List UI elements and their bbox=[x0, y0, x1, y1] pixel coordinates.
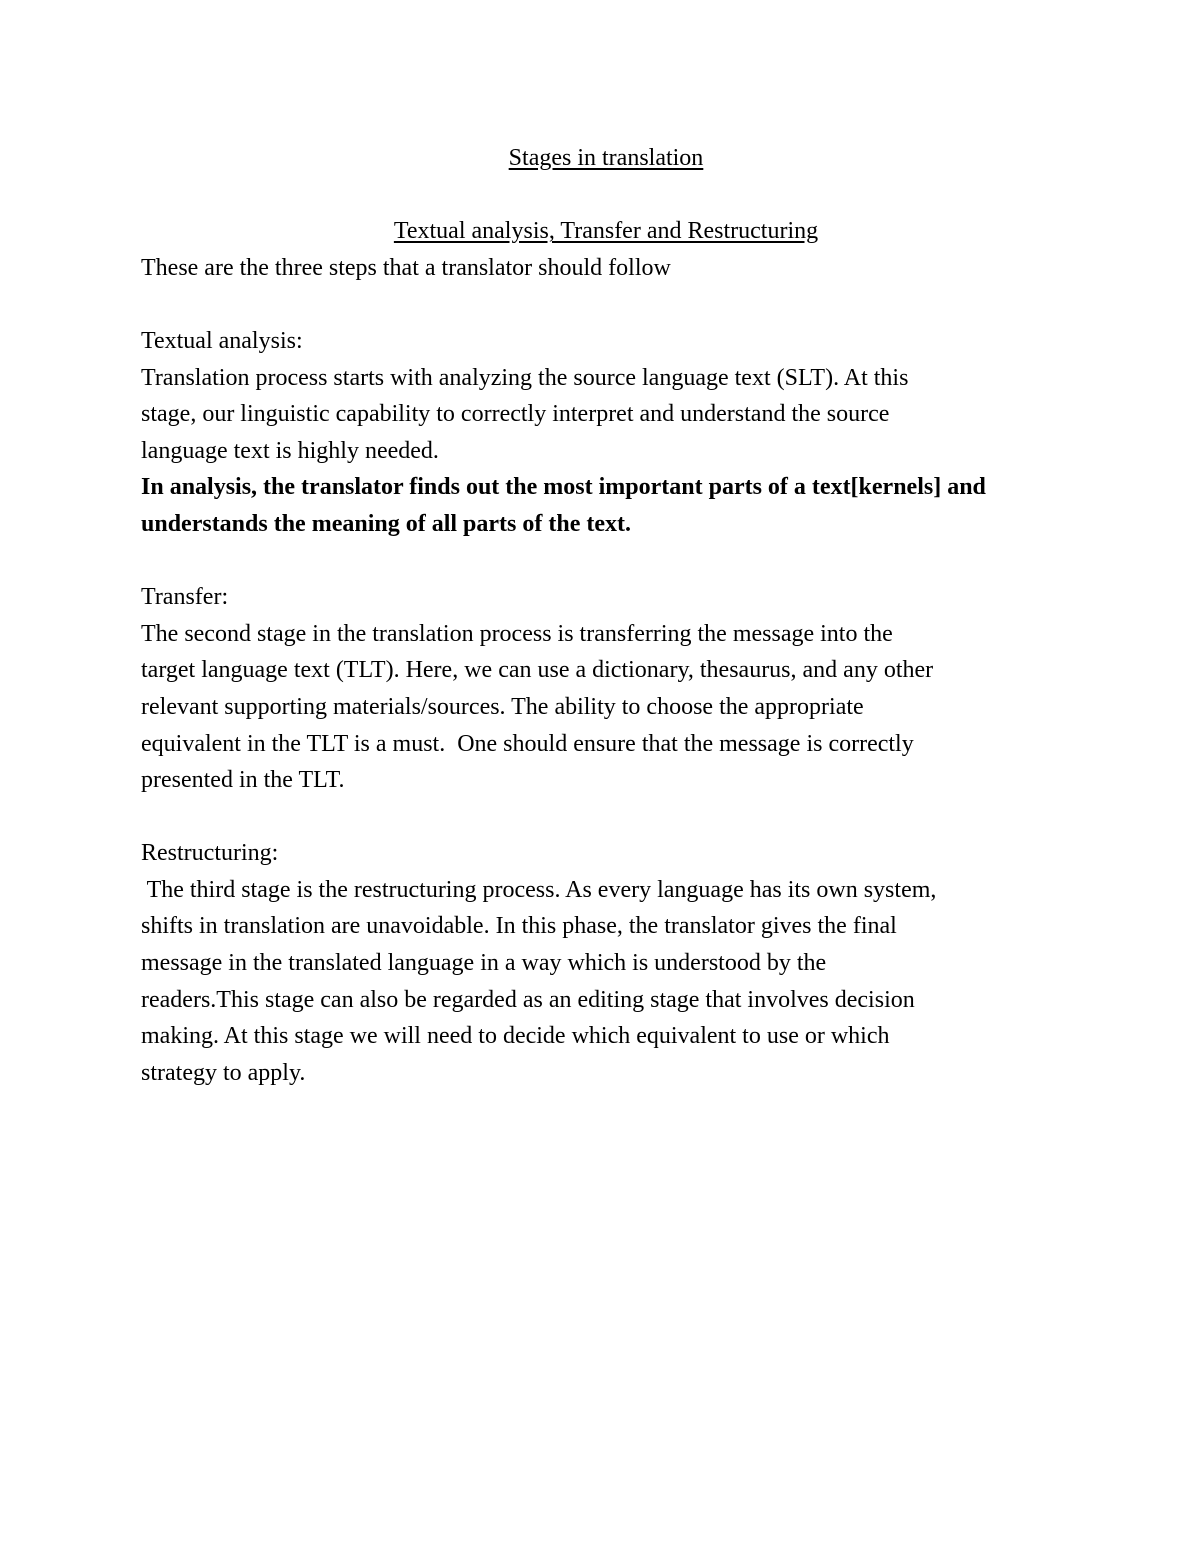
document-subtitle: Textual analysis, Transfer and Restructuring bbox=[393, 218, 819, 245]
spacer bbox=[141, 177, 1071, 214]
restructuring-line: readers.This stage can also be regarded as an editing stage that involves decision bbox=[141, 986, 915, 1013]
spacer bbox=[141, 543, 1071, 580]
section-heading-restructuring: Restructuring: bbox=[141, 840, 279, 867]
document-subtitle-wrap bbox=[141, 213, 1071, 250]
document-title-wrap bbox=[141, 140, 1071, 177]
transfer-line: equivalent in the TLT is a must. One should ensure that the message is correctly bbox=[141, 730, 914, 757]
restructuring-line: message in the translated language in a way which is understood by the bbox=[141, 950, 827, 977]
section-heading-transfer: Transfer: bbox=[141, 584, 229, 611]
document-body bbox=[141, 140, 1071, 1091]
section-heading-analysis: Textual analysis: bbox=[141, 327, 303, 354]
restructuring-line: The third stage is the restructuring process. As every language has its own system, bbox=[141, 876, 937, 903]
intro-text: These are the three steps that a translator should follow bbox=[141, 254, 671, 281]
transfer-line: target language text (TLT). Here, we can use a dictionary, thesaurus, and any other bbox=[141, 657, 934, 684]
analysis-bold-line: In analysis, the translator finds out the most important parts of a text[kernels] and bbox=[141, 474, 986, 501]
analysis-line: stage, our linguistic capability to correctly interpret and understand the source bbox=[141, 401, 890, 428]
spacer bbox=[141, 799, 1071, 836]
analysis-line: language text is highly needed. bbox=[141, 437, 439, 464]
spacer bbox=[141, 286, 1071, 323]
restructuring-line: shifts in translation are unavoidable. In this phase, the translator gives the final bbox=[141, 913, 897, 940]
analysis-line: Translation process starts with analyzing the source language text (SLT). At this bbox=[141, 364, 909, 391]
transfer-line: relevant supporting materials/sources. The ability to choose the appropriate bbox=[141, 693, 864, 720]
transfer-line: The second stage in the translation process is transferring the message into the bbox=[141, 620, 893, 647]
document-title: Stages in translation bbox=[508, 145, 704, 171]
analysis-bold-line: understands the meaning of all parts of the text. bbox=[141, 510, 631, 537]
restructuring-line: making. At this stage we will need to decide which equivalent to use or which bbox=[141, 1023, 890, 1050]
restructuring-line: strategy to apply. bbox=[141, 1059, 306, 1086]
transfer-line: presented in the TLT. bbox=[141, 767, 345, 794]
